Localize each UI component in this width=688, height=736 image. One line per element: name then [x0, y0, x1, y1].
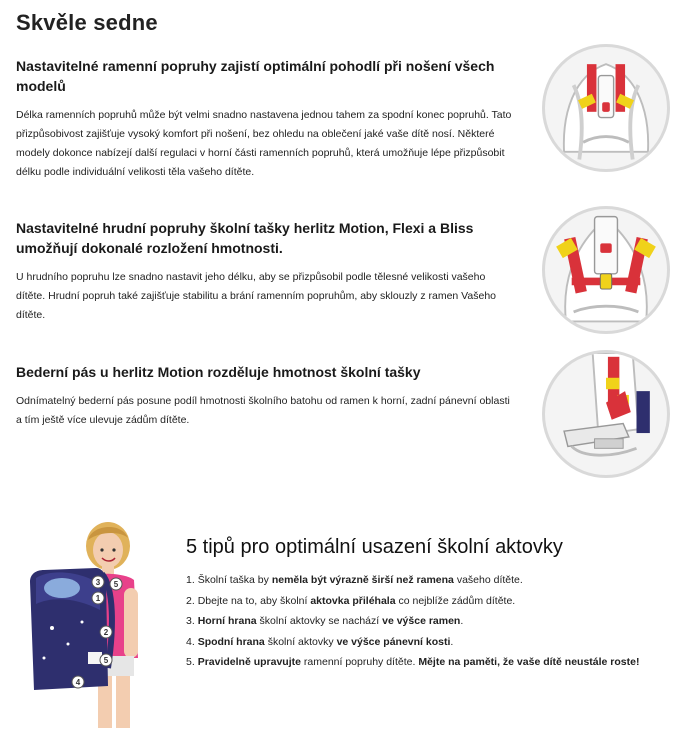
tip-item: 3. Horní hrana školní aktovky se nachází ve výšce ramen. [186, 615, 464, 627]
chest-strap-illustration [542, 206, 670, 334]
section-text: U hrudního popruhu lze snadno nastavit jeho délku, aby se přizpůsobil podle tělesné velikosti vašeho dítěte. Hrudní popruh také zajišťuje stabilitu a brání ramenním popruhům, aby sklouzly z ramen Vašeho dítěte. [16, 271, 496, 321]
hip-belt-drawing [545, 353, 667, 475]
section-hip-belt [16, 362, 516, 430]
tips-list [186, 570, 681, 673]
child-backpack-drawing [22, 518, 152, 733]
marker-label: 5 [103, 656, 109, 665]
section-heading: Nastavitelné hrudní popruhy školní tašky herlitz Motion, Flexi a Bliss umožňují dokonalé rozložení hmotnosti. [16, 220, 474, 256]
tip-item: 2. Dbejte na to, aby školní aktovka přiléhala co nejblíže zádům dítěte. [186, 594, 516, 607]
section-text: Délka ramenních popruhů může být velmi snadno nastavena jednou tahem za spodní konec popruhů. Tato přizpůsobivost zajišťuje vysoký komfort při nošení, bez ohledu na oblečení jaké vaše dítě nosí. Některé modely dokonce nabízejí další regulaci v horní části ramenních popruhů, která umožňuje lépe přizpůsobit délku podle individuální velikosti těla vašeho dítěte. [16, 109, 512, 178]
tip-item: 4. Spodní hrana školní aktovky ve výšce pánevní kosti. [186, 635, 454, 648]
section-heading: Bederní pás u herlitz Motion rozděluje hmotnost školní tašky [16, 364, 421, 380]
marker-label: 4 [75, 678, 81, 687]
child-with-backpack-illustration [22, 518, 152, 733]
tip-item: 1. Školní taška by neměla být výrazně širší než ramena vašeho dítěte. [186, 574, 523, 586]
shoulder-strap-drawing [545, 47, 667, 169]
tip-item: 5. Pravidelně upravujte ramenní popruhy dítěte. Mějte na paměti, že vaše dítě neustále roste! [186, 656, 640, 668]
tips-title: 5 tipů pro optimální usazení školní aktovky [186, 536, 563, 558]
shoulder-strap-illustration [542, 44, 670, 172]
section-text: Odnímatelný bederní pás posune podíl hmotnosti školního batohu od ramen k horní, zadní pánevní oblasti a tím ještě více ulevuje zádům dítěte. [16, 395, 510, 426]
hip-belt-illustration [542, 350, 670, 478]
marker-label: 1 [95, 594, 101, 603]
chest-strap-drawing [545, 209, 667, 331]
marker-label: 5 [113, 580, 119, 589]
section-shoulder-straps [16, 56, 516, 182]
marker-label: 2 [103, 628, 109, 637]
section-heading: Nastavitelné ramenní popruhy zajistí optimální pohodlí při nošení všech modelů [16, 58, 495, 94]
marker-label: 3 [95, 578, 101, 587]
section-chest-strap [16, 218, 516, 325]
page-title: Skvěle sedne [16, 10, 158, 35]
